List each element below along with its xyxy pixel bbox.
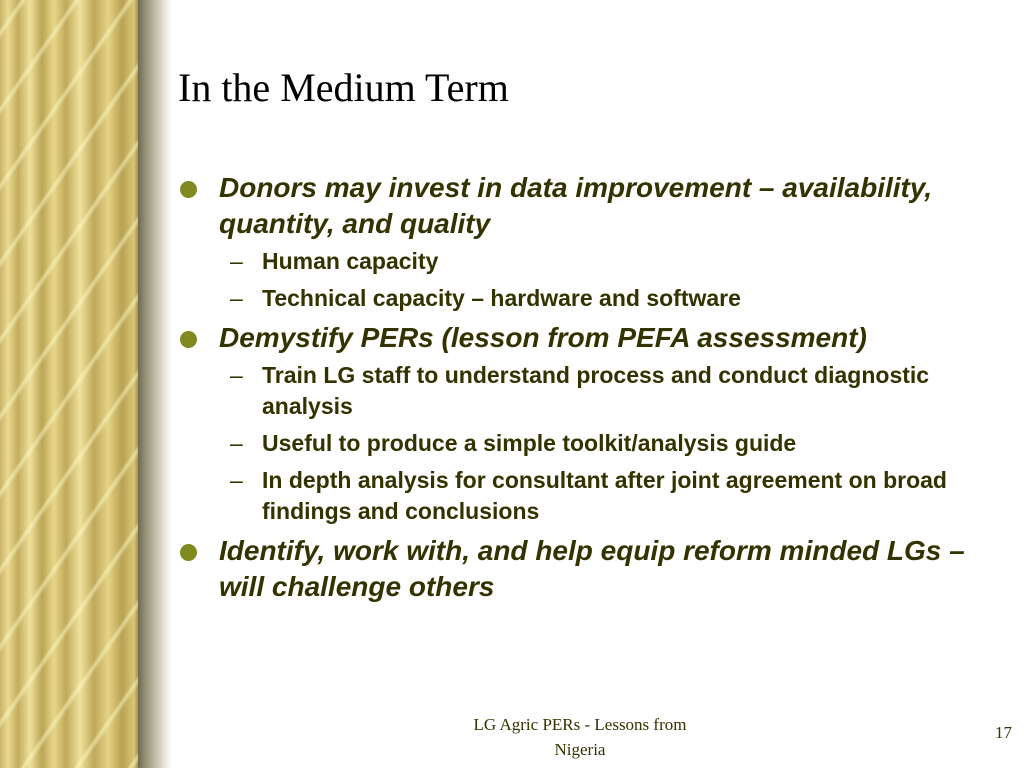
sub-bullet-item bbox=[178, 360, 998, 422]
bullet-icon bbox=[180, 181, 197, 198]
slide-title: In the Medium Term bbox=[178, 65, 509, 110]
sub-bullet-text: Technical capacity – hardware and software bbox=[262, 285, 741, 311]
dash-icon: – bbox=[230, 285, 243, 311]
footer-line: LG Agric PERs - Lessons from bbox=[473, 715, 687, 734]
bullet-icon bbox=[180, 544, 197, 561]
bullet-list bbox=[178, 170, 998, 609]
dash-icon: – bbox=[230, 467, 243, 493]
footer bbox=[430, 712, 730, 762]
sub-bullet-item bbox=[178, 428, 998, 459]
bullet-item bbox=[178, 170, 998, 242]
sub-bullet-item bbox=[178, 246, 998, 277]
sub-bullet-text: Useful to produce a simple toolkit/analysis guide bbox=[262, 430, 797, 456]
page-number: 17 bbox=[995, 723, 1012, 742]
sub-bullet-text: Train LG staff to understand process and conduct diagnostic analysis bbox=[262, 362, 930, 419]
decorative-pillar bbox=[0, 0, 138, 768]
bullet-item bbox=[178, 320, 998, 356]
footer-line: Nigeria bbox=[554, 740, 606, 759]
bullet-text: Demystify PERs (lesson from PEFA assessment) bbox=[219, 322, 867, 353]
sub-bullet-item bbox=[178, 465, 998, 527]
dash-icon: – bbox=[230, 362, 243, 388]
sub-bullet-text: In depth analysis for consultant after joint agreement on broad findings and conclusions bbox=[262, 467, 947, 524]
sub-bullet-item bbox=[178, 283, 998, 314]
pillar-shadow bbox=[138, 0, 172, 768]
dash-icon: – bbox=[230, 248, 243, 274]
bullet-text: Identify, work with, and help equip reform minded LGs – will challenge others bbox=[219, 535, 965, 602]
bullet-icon bbox=[180, 331, 197, 348]
sub-bullet-text: Human capacity bbox=[262, 248, 439, 274]
bullet-text: Donors may invest in data improvement – availability, quantity, and quality bbox=[219, 172, 933, 239]
dash-icon: – bbox=[230, 430, 243, 456]
bullet-item bbox=[178, 533, 998, 605]
